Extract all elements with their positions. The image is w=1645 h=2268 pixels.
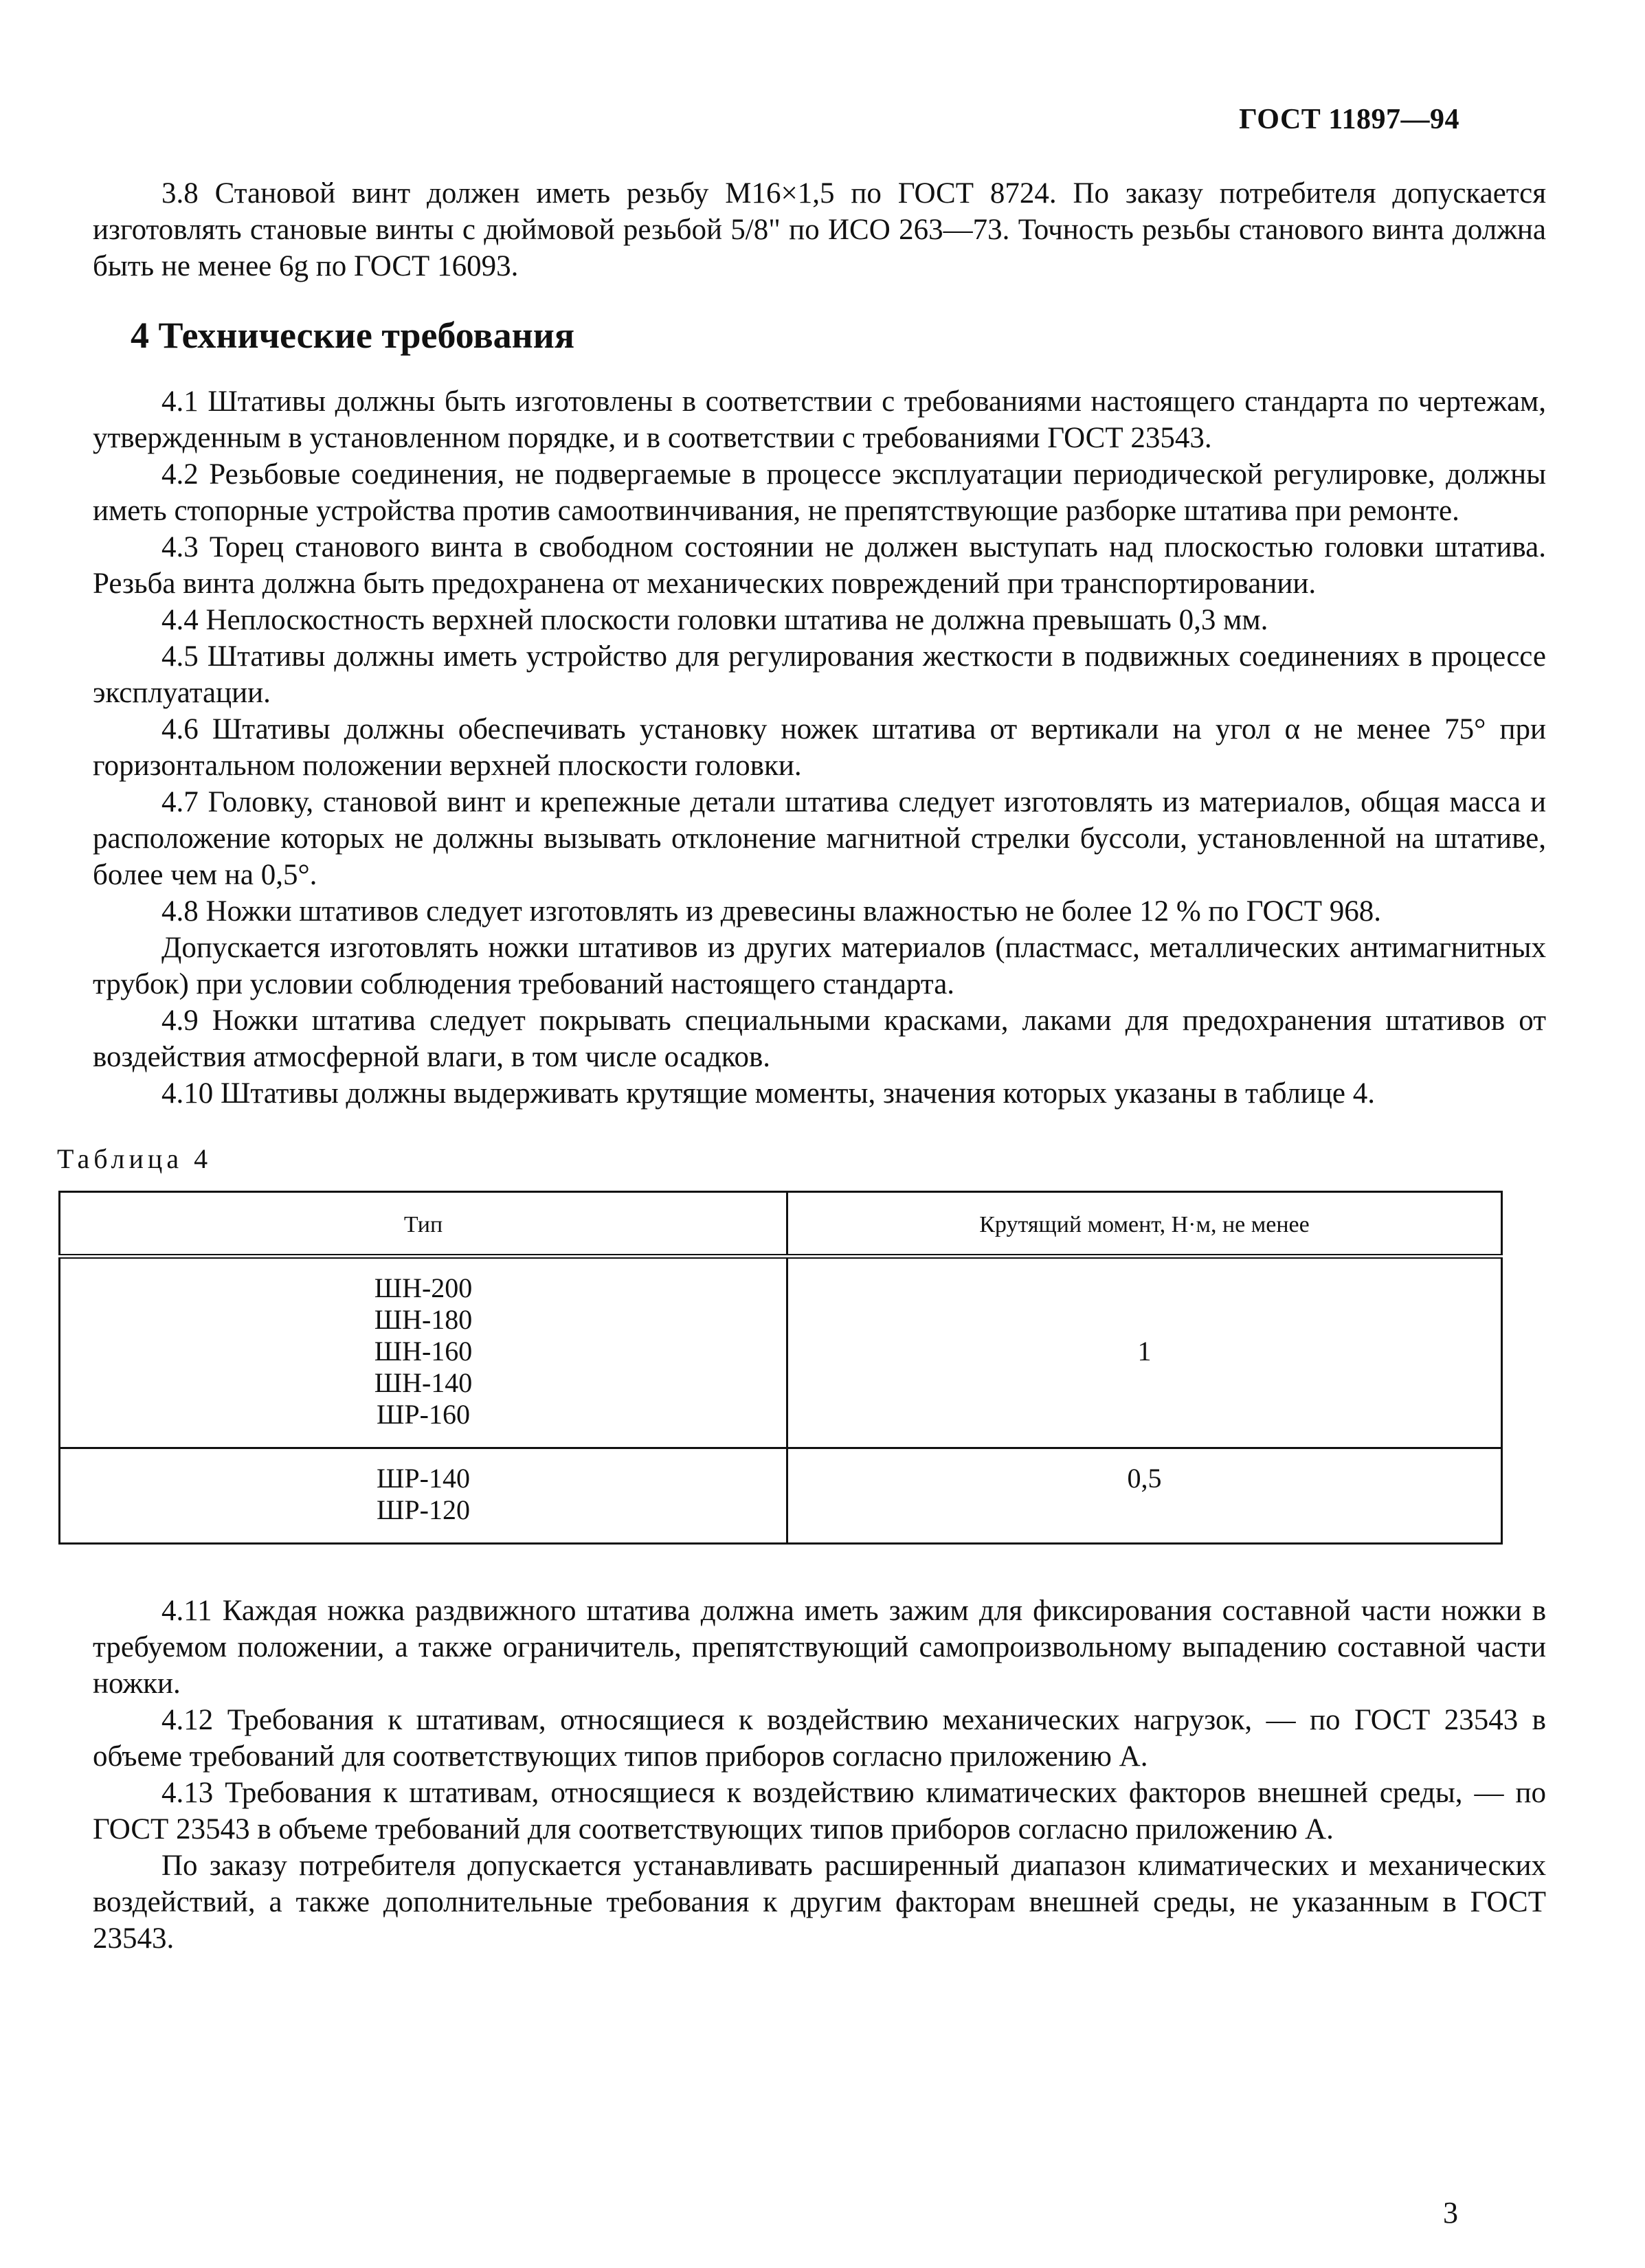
document-header: ГОСТ 11897—94 bbox=[1239, 104, 1459, 135]
paragraph-4-5: 4.5 Штативы должны иметь устройство для регулирования жесткости в подвижных соединениях в процессе эксплуатации. bbox=[93, 640, 1546, 709]
page-number: 3 bbox=[1443, 2196, 1458, 2230]
type-value: ШР-120 bbox=[377, 1494, 470, 1525]
paragraph-4-8-note: Допускается изготовлять ножки штативов из других материалов (пластмасс, металлических антимагнитных трубок) при условии соблюдения требований настоящего стандарта. bbox=[93, 932, 1546, 1000]
header-type: Тип bbox=[60, 1192, 787, 1257]
paragraph-4-7: 4.7 Головку, становой винт и крепежные детали штатива следует изготовлять из материалов, общая масса и расположение которых не должны вызывать отклонение магнитной стрелки буссоли, установленной на штативе, более чем на 0,5°. bbox=[93, 786, 1546, 891]
type-value: ШН-140 bbox=[374, 1367, 473, 1398]
document-body bbox=[57, 175, 1546, 1957]
paragraph-4-8: 4.8 Ножки штативов следует изготовлять из древесины влажностью не более 12 % по ГОСТ 968. bbox=[161, 895, 1381, 928]
paragraph-4-13-note: По заказу потребителя допускается устанавливать расширенный диапазон климатических и механических воздействий, а также дополнительные требования к другим факторам внешней среды, не указанным в ГОСТ 23543. bbox=[93, 1850, 1546, 1955]
type-cell bbox=[60, 1448, 787, 1544]
table-row bbox=[60, 1257, 1502, 1448]
paragraph-4-3: 4.3 Торец станового винта в свободном состоянии не должен выступать над плоскостью головки штатива. Резьба винта должна быть предохранена от механических повреждений при транспортировании. bbox=[93, 531, 1546, 600]
paragraph-4-12: 4.12 Требования к штативам, относящиеся к воздействию механических нагрузок, — по ГОСТ 23543 в объеме требований для соответствующих типов приборов согласно приложению А. bbox=[93, 1704, 1546, 1773]
paragraph-4-4: 4.4 Неплоскостность верхней плоскости головки штатива не должна превышать 0,3 мм. bbox=[161, 604, 1268, 636]
paragraph-4-11: 4.11 Каждая ножка раздвижного штатива должна иметь зажим для фиксирования составной части ножки в требуемом положении, а также ограничитель, препятствующий самопроизвольному выпадению составной части ножки. bbox=[93, 1595, 1546, 1700]
paragraph-3-8: 3.8 Становой винт должен иметь резьбу М16×1,5 по ГОСТ 8724. По заказу потребителя допускается изготовлять становые винты с дюймовой резьбой 5/8" по ИСО 263—73. Точность резьбы станового винта должна быть не менее 6g по ГОСТ 16093. bbox=[93, 177, 1546, 282]
paragraph-4-6: 4.6 Штативы должны обеспечивать установку ножек штатива от вертикали на угол α не менее 75° при горизонтальном положении верхней плоскости головки. bbox=[93, 713, 1546, 782]
after-table-section bbox=[93, 1593, 1546, 1957]
type-value: ШН-160 bbox=[374, 1336, 473, 1367]
torque-cell bbox=[787, 1448, 1502, 1544]
table-caption: Таблица 4 bbox=[57, 1143, 212, 1174]
torque-value: 0,5 bbox=[1127, 1463, 1162, 1494]
paragraph-4-2: 4.2 Резьбовые соединения, не подвергаемые в процессе эксплуатации периодической регулировке, должны иметь стопорные устройства против самоотвинчивания, не препятствующие разборке штатива при ремонте. bbox=[93, 458, 1546, 527]
torque-cell bbox=[787, 1257, 1502, 1448]
type-value: ШН-200 bbox=[374, 1272, 473, 1303]
paragraph-4-1: 4.1 Штативы должны быть изготовлены в соответствии с требованиями настоящего стандарта по чертежам, утвержденным в установленном порядке, и в соответствии с требованиями ГОСТ 23543. bbox=[93, 385, 1546, 454]
table-header-row bbox=[60, 1192, 1502, 1257]
torque-value: 1 bbox=[1137, 1336, 1152, 1367]
type-value: ШР-140 bbox=[377, 1463, 470, 1494]
type-cell bbox=[60, 1257, 787, 1448]
type-value: ШР-160 bbox=[377, 1399, 470, 1430]
section-heading: 4 Технические требования bbox=[131, 315, 575, 356]
paragraph-4-10: 4.10 Штативы должны выдерживать крутящие моменты, значения которых указаны в таблице 4. bbox=[161, 1077, 1375, 1110]
table-row bbox=[60, 1448, 1502, 1544]
paragraph-4-13: 4.13 Требования к штативам, относящиеся к воздействию климатических факторов внешней среды, — по ГОСТ 23543 в объеме требований для соответствующих типов приборов согласно приложению А. bbox=[93, 1777, 1546, 1845]
torque-table bbox=[58, 1191, 1503, 1545]
type-value: ШН-180 bbox=[374, 1304, 473, 1335]
paragraph-4-9: 4.9 Ножки штатива следует покрывать специальными красками, лаками для предохранения штативов от воздействия атмосферной влаги, в том числе осадков. bbox=[93, 1004, 1546, 1073]
header-torque: Крутящий момент, Н·м, не менее bbox=[787, 1192, 1502, 1257]
